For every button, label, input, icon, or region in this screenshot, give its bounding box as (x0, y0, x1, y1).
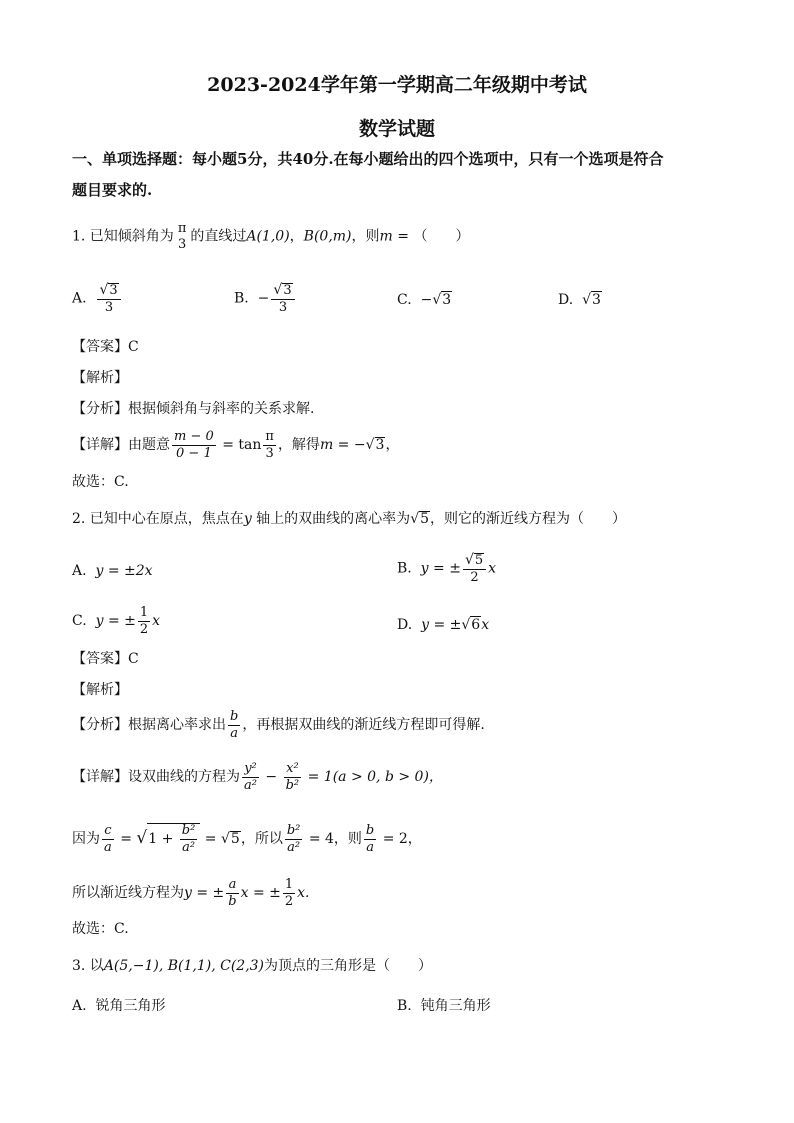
q2-fenxi: 【分析】根据离心率求出 $\frac{b}{a}$ ，再根据双曲线的渐近线方程即可得解. (72, 709, 485, 741)
q1-detail: 【详解】由题意 $\frac{m - 0}{0 - 1}$ = tan $\frac{\pi}{3}$ ，解得m = −√3， (72, 429, 400, 461)
q2-option-a: A. y = ±2x (72, 563, 153, 579)
q2-analysis-label: 【解析】 (72, 682, 128, 698)
q1-option-a: A. $\frac{√3}{3}$ (72, 283, 123, 314)
q1-analysis-label: 【解析】 (72, 370, 128, 386)
q2-stem: 2. 已知中心在原点，焦点在y 轴上的双曲线的离心率为√5，则它的渐近线方程为（ ） (72, 511, 627, 527)
q1-angle-fraction: π 3 (177, 221, 187, 252)
exam-title: 2023-2024学年第一学期高二年级期中考试 (207, 74, 587, 96)
q1-point-a: A(1,0) (246, 228, 290, 245)
q2-option-c: C. y = ± $\frac{1}{2}$ x (72, 605, 161, 637)
q1-choose: 故选：C. (72, 474, 129, 490)
section-heading-line2: 题目要求的. (72, 181, 153, 199)
q1-answer: 【答案】C (72, 339, 139, 355)
q1-option-c: C. −√3 (397, 292, 452, 308)
q1-fenxi: 【分析】根据倾斜角与斜率的关系求解. (72, 401, 315, 417)
exam-subtitle: 数学试题 (358, 118, 435, 140)
q2-detail: 【详解】设双曲线的方程为 $\frac{\text{y²}}{\text{a²}}$ − $\frac{\text{x²}}{\text{b²}}$ = 1(a > 0, b > 0)， (72, 761, 443, 793)
q3-stem: 3. 以A(5,−1), B(1,1), C(2,3)为顶点的三角形是（ ） (72, 958, 433, 974)
q2-answer: 【答案】C (72, 651, 139, 667)
q1-option-b: B. − $\frac{√3}{3}$ (234, 283, 297, 314)
section-heading-line1: 一、单项选择题：每小题5分，共40分.在每小题给出的四个选项中，只有一个选项是符合 (72, 150, 664, 168)
q3-option-b: B. 钝角三角形 (397, 998, 491, 1014)
q1-stem: 1. 已知倾斜角为 π 3 的直线过A(1,0)，B(0,m)，则m = （ ） (72, 221, 470, 252)
q2-detail-line3: 所以渐近线方程为y = ± $\frac{a}{b}$ x = ± $\frac{1}{2}$ x. (72, 877, 310, 909)
q2-option-d: D. y = ±√6x (397, 617, 490, 633)
q3-option-a: A. 锐角三角形 (72, 998, 166, 1014)
q1-point-b: B(0,m) (303, 228, 352, 245)
q1-stem-text: 1. 已知倾斜角为 (72, 228, 174, 245)
q2-detail-line2: 因为 $\frac{c}{a}$ = √1 + $\frac{\text{b²}}{\text{a²}}$ = √5，所以 $\frac{\text{b²}}{\text{a²}}$ = 4，则 $\frac{b}{a}$ = 2， (72, 823, 422, 855)
q2-option-b: B. y = ± $\frac{√5}{2}$ x (397, 552, 497, 585)
q1-option-d: D. √3 (558, 292, 601, 308)
q2-choose: 故选：C. (72, 921, 129, 937)
